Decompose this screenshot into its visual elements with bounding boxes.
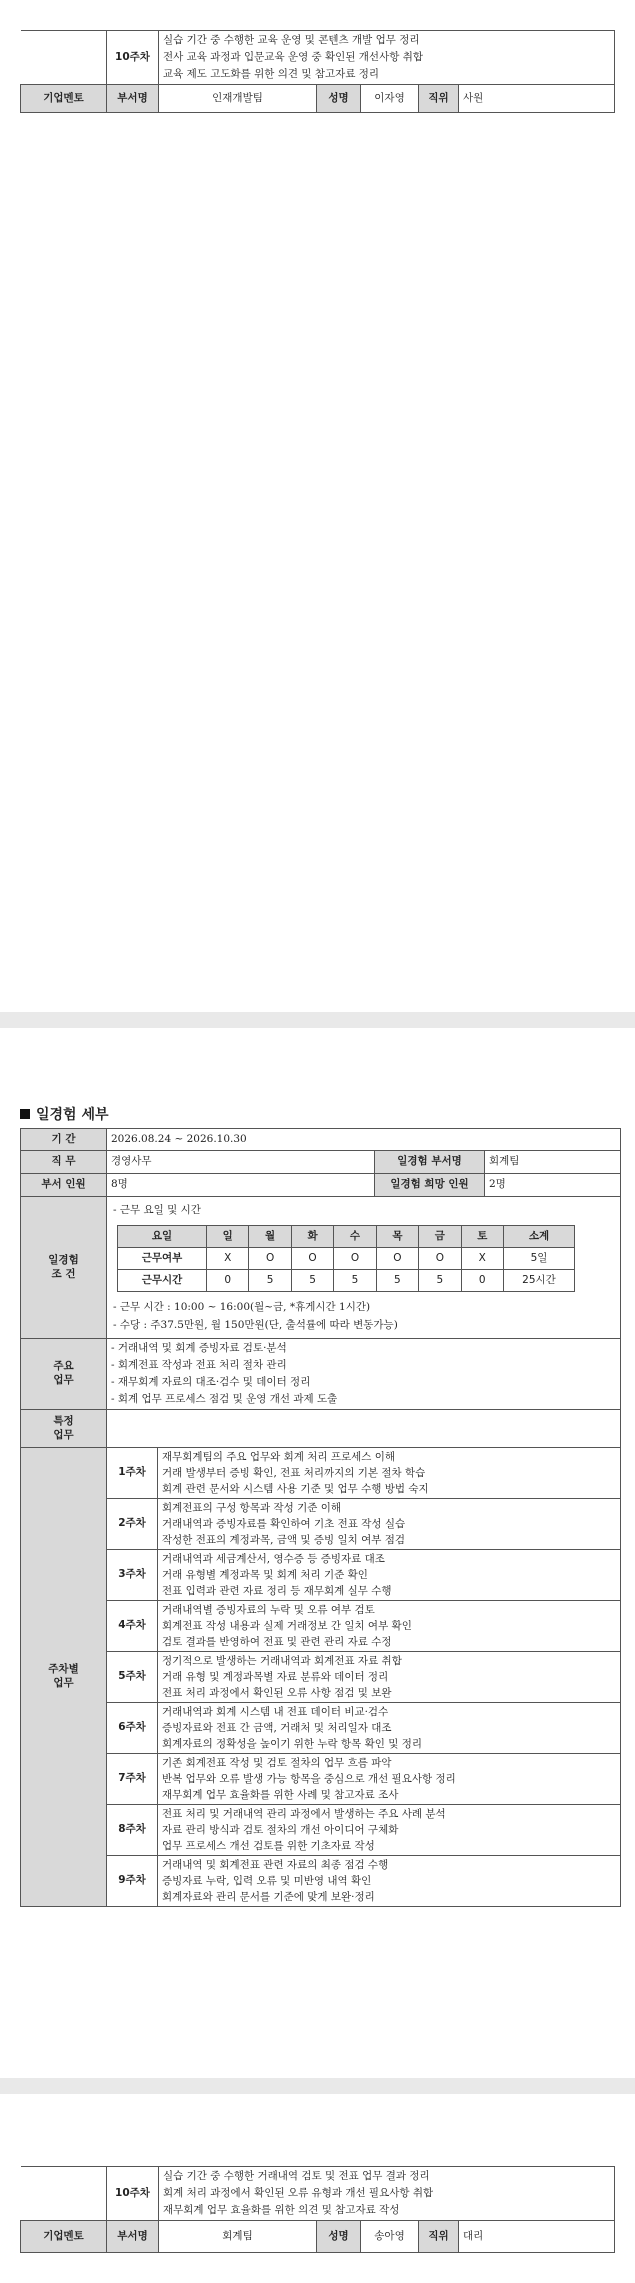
condition-note: - 근무 시간 : 10:00 ~ 16:00(월~금, *휴게시간 1시간): [113, 1301, 371, 1313]
main-tasks: [107, 1339, 621, 1410]
week-label: 3주차: [107, 1550, 158, 1601]
week-tasks: [158, 1550, 621, 1601]
schedule-header: 요일: [118, 1226, 207, 1248]
schedule-cell: 0: [461, 1270, 503, 1292]
task-line: 실습 기간 중 수행한 교육 운영 및 콘텐츠 개발 업무 정리: [163, 34, 420, 46]
condition-label-line: 조 건: [51, 1267, 76, 1280]
week-label: 5주차: [107, 1652, 158, 1703]
schedule-cell: 0: [207, 1270, 249, 1292]
main-tasks-label: [21, 1339, 107, 1410]
task-line: 거래내역 및 회계전표 관련 자료의 최종 점검 수행: [162, 1859, 389, 1871]
task-line: 검토 결과를 반영하여 전표 및 관련 관리 자료 수정: [162, 1636, 392, 1648]
schedule-cell: O: [376, 1248, 418, 1270]
week-tasks: [158, 1805, 621, 1856]
job-label: 직 무: [21, 1151, 107, 1174]
schedule-cell: O: [419, 1248, 461, 1270]
period-label: 기 간: [21, 1129, 107, 1151]
week-tasks: [158, 1652, 621, 1703]
task-line: 거래내역별 증빙자료의 누락 및 오류 여부 검토: [162, 1604, 375, 1616]
schedule-cell: O: [291, 1248, 333, 1270]
task-line: 실습 기간 중 수행한 거래내역 검토 및 전표 업무 결과 정리: [163, 2170, 430, 2182]
task-line: 정기적으로 발생하는 거래내역과 회계전표 자료 취합: [162, 1655, 402, 1667]
task-line: 거래 유형 및 계정과목별 자료 분류와 데이터 정리: [162, 1671, 389, 1683]
schedule-table: [117, 1225, 575, 1292]
job-value: 경영사무: [107, 1151, 375, 1174]
schedule-cell: 5: [376, 1270, 418, 1292]
task-line: 반복 업무와 오류 발생 가능 항목을 중심으로 개선 필요사항 정리: [162, 1773, 456, 1785]
task-line: 전사 교육 과정과 입문교육 운영 중 확인된 개선사항 취합: [163, 51, 423, 63]
task-line: 업무 프로세스 개선 검토를 위한 기초자료 작성: [162, 1840, 375, 1852]
schedule-cell: O: [249, 1248, 291, 1270]
schedule-cell: 5: [334, 1270, 376, 1292]
condition-label: [21, 1197, 107, 1339]
task-line: 작성한 전표의 계정과목, 금액 및 증빙 일치 여부 점검: [162, 1534, 406, 1546]
blank-cell: [21, 2167, 107, 2221]
condition-content: [107, 1197, 621, 1339]
task-line: 거래 유형별 계정과목 및 회계 처리 기준 확인: [162, 1569, 368, 1581]
week-label: 10주차: [107, 2167, 159, 2221]
page1-table: [20, 30, 615, 113]
task-line: 회계자료와 관리 문서를 기준에 맞게 보완·정리: [162, 1891, 375, 1903]
detail-table: [20, 1128, 621, 1907]
week-tasks: [158, 1601, 621, 1652]
week-tasks: [158, 1448, 621, 1499]
hope-value: 2명: [485, 1174, 621, 1197]
schedule-cell: 5: [419, 1270, 461, 1292]
mentor-label: 기업멘토: [21, 85, 107, 113]
task-line: 회계전표 작성 내용과 실제 거래정보 간 일치 여부 확인: [162, 1620, 412, 1632]
mentor-name-label: 성명: [317, 2221, 361, 2253]
week-label: 1주차: [107, 1448, 158, 1499]
special-tasks-label-line: 업무: [53, 1428, 74, 1441]
schedule-cell: X: [461, 1248, 503, 1270]
mentor-name: 송아영: [361, 2221, 419, 2253]
mentor-label: 기업멘토: [21, 2221, 107, 2253]
week-tasks: [158, 1703, 621, 1754]
week-label: 10주차: [107, 31, 159, 85]
task-line: 거래 발생부터 증빙 확인, 전표 처리까지의 기본 절차 학습: [162, 1467, 426, 1479]
schedule-cell: X: [207, 1248, 249, 1270]
square-bullet-icon: [20, 1109, 30, 1119]
task-line: 재무회계팀의 주요 업무와 회계 처리 프로세스 이해: [162, 1451, 396, 1463]
task-line: 회계전표의 구성 항목과 작성 기준 이해: [162, 1502, 341, 1514]
page-3: [0, 2094, 635, 2283]
week-tasks: [159, 31, 615, 85]
schedule-cell: 5일: [504, 1248, 575, 1270]
special-tasks-label: [21, 1410, 107, 1448]
blank-cell: [21, 31, 107, 85]
schedule-cell: O: [334, 1248, 376, 1270]
dept-value: 회계팀: [485, 1151, 621, 1174]
section-title: [20, 1104, 109, 1124]
page-1: [0, 0, 635, 1012]
condition-label-line: 일경험: [48, 1253, 79, 1266]
week-label: 9주차: [107, 1856, 158, 1907]
schedule-header: 토: [461, 1226, 503, 1248]
mentor-title: 사원: [459, 85, 615, 113]
schedule-header: 월: [249, 1226, 291, 1248]
schedule-header: 화: [291, 1226, 333, 1248]
schedule-cell: 5: [291, 1270, 333, 1292]
main-task: - 회계 업무 프로세스 점검 및 운영 개선 과제 도출: [111, 1393, 338, 1405]
task-line: 기존 회계전표 작성 및 검토 절차의 업무 흐름 파악: [162, 1757, 392, 1769]
week-label: 6주차: [107, 1703, 158, 1754]
weekly-tasks-label-line: 주차별: [48, 1663, 79, 1676]
task-line: 재무회계 업무 효율화를 위한 의견 및 참고자료 작성: [163, 2204, 400, 2216]
main-tasks-label-line: 업무: [53, 1374, 74, 1386]
mentor-dept: 회계팀: [159, 2221, 317, 2253]
week-tasks: [158, 1754, 621, 1805]
week-label: 7주차: [107, 1754, 158, 1805]
task-line: 증빙자료와 전표 간 금액, 거래처 및 처리일자 대조: [162, 1722, 392, 1734]
schedule-header: 금: [419, 1226, 461, 1248]
dept-label: 일경험 부서명: [375, 1151, 485, 1174]
mentor-title-label: 직위: [419, 2221, 459, 2253]
week-tasks: [158, 1856, 621, 1907]
special-tasks: [107, 1410, 621, 1448]
task-line: 회계 처리 과정에서 확인된 오류 유형과 개선 필요사항 취합: [163, 2187, 434, 2199]
week-label: 2주차: [107, 1499, 158, 1550]
schedule-header: 수: [334, 1226, 376, 1248]
task-line: 전표 처리 및 거래내역 관리 과정에서 발생하는 주요 사례 분석: [162, 1808, 446, 1820]
week-label: 8주차: [107, 1805, 158, 1856]
task-line: 거래내역과 증빙자료를 확인하여 기초 전표 작성 실습: [162, 1518, 406, 1530]
week-tasks: [159, 2167, 615, 2221]
mentor-dept: 인재개발팀: [159, 85, 317, 113]
main-task: - 재무회계 자료의 대조·검수 및 데이터 정리: [111, 1376, 311, 1388]
schedule-cell: 5: [249, 1270, 291, 1292]
mentor-name-label: 성명: [317, 85, 361, 113]
mentor-dept-label: 부서명: [107, 2221, 159, 2253]
schedule-header: 소계: [504, 1226, 575, 1248]
mentor-title: 대리: [459, 2221, 615, 2253]
task-line: 회계 관련 문서와 시스템 사용 기준 및 업무 수행 방법 숙지: [162, 1483, 429, 1495]
main-task: - 거래내역 및 회계 증빙자료 검토·분석: [111, 1342, 287, 1354]
task-line: 교육 제도 고도화를 위한 의견 및 참고자료 정리: [163, 68, 380, 80]
condition-heading: - 근무 요일 및 시간: [113, 1204, 201, 1216]
schedule-row-label: 근무여부: [118, 1248, 207, 1270]
staff-value: 8명: [107, 1174, 375, 1197]
condition-note: - 수당 : 주37.5만원, 월 150만원(단, 출석률에 따라 변동가능): [113, 1319, 398, 1331]
task-line: 증빙자료 누락, 입력 오류 및 미반영 내역 확인: [162, 1875, 372, 1887]
hope-label: 일경험 희망 인원: [375, 1174, 485, 1197]
mentor-dept-label: 부서명: [107, 85, 159, 113]
task-line: 자료 관리 방식과 검토 절차의 개선 아이디어 구체화: [162, 1824, 399, 1836]
main-tasks-label-line: 주요: [53, 1360, 74, 1373]
special-tasks-label-line: 특정: [53, 1414, 74, 1427]
staff-label: 부서 인원: [21, 1174, 107, 1197]
week-tasks: [158, 1499, 621, 1550]
task-line: 거래내역과 세금계산서, 영수증 등 증빙자료 대조: [162, 1553, 385, 1565]
mentor-title-label: 직위: [419, 85, 459, 113]
weekly-tasks-label-line: 업무: [53, 1677, 74, 1689]
task-line: 전표 입력과 관련 자료 정리 등 재무회계 실무 수행: [162, 1585, 392, 1597]
weekly-tasks-label: [21, 1448, 107, 1907]
task-line: 재무회계 업무 효율화를 위한 사례 및 참고자료 조사: [162, 1789, 399, 1801]
schedule-row-label: 근무시간: [118, 1270, 207, 1292]
task-line: 회계자료의 정확성을 높이기 위한 누락 항목 확인 및 정리: [162, 1738, 422, 1750]
main-task: - 회계전표 작성과 전표 처리 절차 관리: [111, 1359, 287, 1371]
schedule-cell: 25시간: [504, 1270, 575, 1292]
period-value: 2026.08.24 ~ 2026.10.30: [107, 1129, 621, 1151]
schedule-header: 목: [376, 1226, 418, 1248]
week-label: 4주차: [107, 1601, 158, 1652]
mentor-name: 이자영: [361, 85, 419, 113]
page-2: [0, 1028, 635, 2078]
schedule-header: 일: [207, 1226, 249, 1248]
task-line: 전표 처리 과정에서 확인된 오류 사항 점검 및 보완: [162, 1687, 392, 1699]
task-line: 거래내역과 회계 시스템 내 전표 데이터 비교·검수: [162, 1706, 389, 1718]
section-title-text: 일경험 세부: [36, 1107, 109, 1123]
page3-table: [20, 2166, 615, 2253]
